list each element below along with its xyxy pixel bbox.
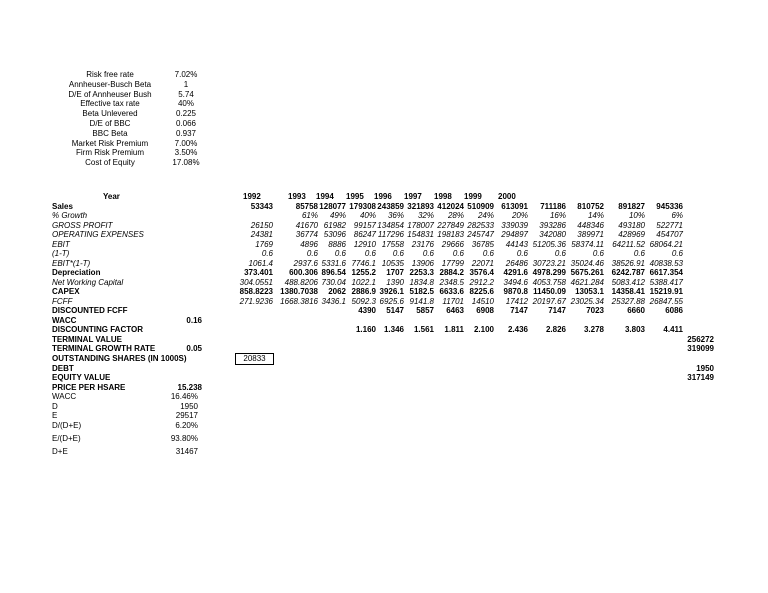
table-cell: 86247 xyxy=(353,230,376,239)
table-cell: 13053.1 xyxy=(575,287,604,296)
table-cell: 1390 xyxy=(386,277,404,287)
table-cell: 810752 xyxy=(577,201,604,211)
table-cell: 36774 xyxy=(295,230,318,239)
table-cell: 896.54 xyxy=(321,268,346,277)
table-cell: 198183 xyxy=(437,230,464,239)
assumption-value: 0.066 xyxy=(175,119,197,128)
assumption-value: 7.00% xyxy=(174,138,198,148)
table-cell: 711186 xyxy=(540,201,566,211)
table-cell: 393286 xyxy=(539,220,566,230)
summary-value: 29517 xyxy=(175,411,198,420)
table-cell: 68064.21 xyxy=(649,239,683,249)
table-cell: 22071 xyxy=(471,258,494,268)
table-cell: 61% xyxy=(301,211,318,220)
table-cell: 12910 xyxy=(353,239,376,249)
table-cell: 6086 xyxy=(665,306,683,315)
table-cell: 23176 xyxy=(411,239,434,249)
table-cell: 15219.91 xyxy=(649,287,683,296)
row-label: Sales xyxy=(52,201,73,211)
summary-label: E/(D+E) xyxy=(52,434,81,443)
row-label: EBIT xyxy=(52,239,70,249)
table-cell: 5147 xyxy=(386,306,404,315)
table-cell: 2253.3 xyxy=(409,268,434,277)
table-cell: 14510 xyxy=(471,296,494,306)
table-cell: 26486 xyxy=(505,258,528,268)
assumption-value: 7.02% xyxy=(174,70,198,79)
table-cell: 13906 xyxy=(411,258,434,268)
table-cell: 1769 xyxy=(255,239,273,249)
table-cell: 6617.354 xyxy=(649,268,683,277)
table-cell: 8225.6 xyxy=(469,287,494,296)
table-cell: 0.6 xyxy=(306,249,318,258)
far-right-value: 317149 xyxy=(687,373,714,382)
year-header: Year xyxy=(103,192,120,201)
summary-label: D+E xyxy=(52,447,68,456)
table-cell: 5388.417 xyxy=(649,277,683,287)
table-cell: 32% xyxy=(417,211,434,220)
table-cell: 613091 xyxy=(501,201,528,211)
table-cell: 6% xyxy=(671,211,683,220)
summary-value: 1950 xyxy=(180,401,198,411)
assumption-value: 0.225 xyxy=(175,109,197,119)
table-cell: 5182.5 xyxy=(409,287,434,296)
table-cell: 0.6 xyxy=(392,249,404,258)
table-cell: 7746.1 xyxy=(351,258,376,268)
table-cell: 4978.299 xyxy=(532,268,566,277)
table-cell: 2062 xyxy=(328,287,346,296)
row-label: OPERATING EXPENSES xyxy=(52,230,144,239)
table-cell: 2912.2 xyxy=(469,277,494,287)
table-cell: 1380.7038 xyxy=(280,287,318,296)
table-cell: 0.6 xyxy=(452,249,464,258)
table-cell: 891827 xyxy=(618,201,645,211)
summary-label: D/(D+E) xyxy=(52,421,82,430)
table-cell: 2.100 xyxy=(473,325,494,334)
table-cell: 44143 xyxy=(505,239,528,249)
table-cell: 339039 xyxy=(501,220,528,230)
table-cell: 0.6 xyxy=(633,249,645,258)
table-cell: 3926.1 xyxy=(379,287,404,296)
assumption-value: 17.08% xyxy=(172,158,200,168)
row-label: TERMINAL VALUE xyxy=(52,334,122,344)
table-cell: 271.9236 xyxy=(239,296,273,306)
table-cell: 3494.6 xyxy=(503,277,528,287)
assumption-value: 5.74 xyxy=(178,89,194,99)
table-cell: 448346 xyxy=(577,220,604,230)
table-cell: 25327.88 xyxy=(611,296,645,306)
table-cell: 24% xyxy=(477,211,494,220)
row-label: % Growth xyxy=(52,211,88,220)
summary-value: 16.46% xyxy=(170,392,198,401)
assumption-value: 0.937 xyxy=(175,128,197,138)
table-cell: 488.8206 xyxy=(284,277,318,287)
table-cell: 128077 xyxy=(319,201,346,211)
table-cell: 1.160 xyxy=(355,325,376,334)
table-cell: 53096 xyxy=(323,230,346,239)
table-cell: 6633.6 xyxy=(439,287,464,296)
assumption-label: D/E of Annheuser Bush xyxy=(68,89,152,99)
table-cell: 3436.1 xyxy=(321,296,346,306)
table-cell: 5675.261 xyxy=(570,268,604,277)
summary-label: WACC xyxy=(52,392,77,401)
table-cell: 20197.67 xyxy=(532,296,566,306)
table-cell: 7023 xyxy=(586,306,604,315)
table-cell: 6242.787 xyxy=(611,268,645,277)
assumption-label: Effective tax rate xyxy=(80,99,140,109)
year-column-header: 1996 xyxy=(374,192,392,201)
row-label: WACC xyxy=(52,315,77,325)
table-cell: 85758 xyxy=(295,201,318,211)
table-cell: 0.6 xyxy=(261,249,273,258)
table-cell: 1.561 xyxy=(413,325,434,334)
assumption-label: Risk free rate xyxy=(86,70,134,79)
table-cell: 945336 xyxy=(656,201,683,211)
row-label: TERMINAL GROWTH RATE xyxy=(52,344,156,353)
table-cell: 36% xyxy=(387,211,404,220)
table-cell: 40838.53 xyxy=(649,258,683,268)
row-label: Depreciation xyxy=(52,268,101,277)
outstanding-shares-box[interactable]: 20833 xyxy=(235,353,274,365)
table-cell: 35024.46 xyxy=(570,258,604,268)
table-cell: 14358.41 xyxy=(611,287,645,296)
table-cell: 321893 xyxy=(407,201,434,211)
year-column-header: 1999 xyxy=(464,192,482,201)
table-cell: 53343 xyxy=(250,201,273,211)
assumption-label: Market Risk Premium xyxy=(71,138,149,148)
table-cell: 6463 xyxy=(446,306,464,315)
assumption-value: 40% xyxy=(177,99,194,109)
table-cell: 304.0551 xyxy=(239,277,273,287)
table-cell: 9141.8 xyxy=(409,296,434,306)
table-cell: 28% xyxy=(447,211,464,220)
table-cell: 51205.36 xyxy=(532,239,566,249)
table-cell: 41670 xyxy=(295,220,318,230)
table-cell: 64211.52 xyxy=(612,239,645,249)
year-column-header: 1992 xyxy=(243,192,261,201)
year-column-header: 1997 xyxy=(404,192,422,201)
table-cell: 49% xyxy=(329,211,346,220)
table-cell: 412024 xyxy=(437,201,464,211)
table-cell: 1061.4 xyxy=(248,258,273,268)
table-cell: 4053.758 xyxy=(532,277,566,287)
table-cell: 454707 xyxy=(656,230,683,239)
table-cell: 0.6 xyxy=(671,249,683,258)
table-cell: 373.401 xyxy=(244,268,273,277)
table-cell: 0.6 xyxy=(422,249,434,258)
assumption-label: Annheuser-Busch Beta xyxy=(68,79,152,89)
table-cell: 0.6 xyxy=(334,249,346,258)
table-cell: 17799 xyxy=(441,258,464,268)
year-column-header: 1995 xyxy=(346,192,364,201)
table-cell: 24381 xyxy=(250,230,273,239)
summary-value: 31467 xyxy=(175,447,198,456)
table-cell: 4291.6 xyxy=(503,268,528,277)
table-cell: 428969 xyxy=(618,230,645,239)
table-cell: 38526.91 xyxy=(611,258,645,268)
table-cell: 5092.3 xyxy=(351,296,376,306)
table-cell: 179308 xyxy=(349,201,376,211)
table-cell: 117296 xyxy=(377,230,404,239)
table-cell: 294897 xyxy=(501,230,528,239)
table-cell: 2937.6 xyxy=(293,258,318,268)
table-cell: 2348.5 xyxy=(439,277,464,287)
table-cell: 730.04 xyxy=(321,277,346,287)
summary-label: E xyxy=(52,411,58,420)
table-cell: 243859 xyxy=(377,201,404,211)
row-label: PRICE PER HSARE xyxy=(52,382,126,392)
far-right-value: 256272 xyxy=(687,334,714,344)
table-cell: 17412 xyxy=(505,296,528,306)
table-cell: 342080 xyxy=(539,230,566,239)
table-cell: 154831 xyxy=(407,230,434,239)
table-cell: 0.6 xyxy=(554,249,566,258)
table-cell: 1668.3816 xyxy=(280,296,318,306)
row-label: DISCOUNTED FCFF xyxy=(52,306,128,315)
table-cell: 245747 xyxy=(467,230,494,239)
table-cell: 510909 xyxy=(467,201,494,211)
table-cell: 6660 xyxy=(627,306,645,315)
table-cell: 1255.2 xyxy=(351,268,376,277)
table-cell: 4.411 xyxy=(663,325,683,334)
table-cell: 282533 xyxy=(467,220,494,230)
table-cell: 4621.284 xyxy=(570,277,604,287)
table-cell: 3.803 xyxy=(624,325,645,334)
table-cell: 4390 xyxy=(358,306,376,315)
row-label: CAPEX xyxy=(52,287,80,296)
table-cell: 3.278 xyxy=(583,325,604,334)
assumption-label: D/E of BBC xyxy=(89,119,131,128)
table-cell: 29666 xyxy=(441,239,464,249)
table-cell: 11450.09 xyxy=(533,287,566,296)
row-label-value: 15.238 xyxy=(177,382,202,392)
table-cell: 23025.34 xyxy=(570,296,604,306)
table-cell: 1.811 xyxy=(444,325,464,334)
row-label: (1-T) xyxy=(52,249,70,258)
row-label: OUTSTANDING SHARES (IN 1000S) xyxy=(52,354,187,363)
table-cell: 14% xyxy=(587,211,604,220)
row-label-value: 0.16 xyxy=(186,315,202,325)
table-cell: 134854 xyxy=(377,220,404,230)
row-label: EBIT*(1-T) xyxy=(52,258,91,268)
table-cell: 1.346 xyxy=(383,325,404,334)
year-column-header: 1998 xyxy=(434,192,452,201)
table-cell: 1834.8 xyxy=(409,277,434,287)
table-cell: 7147 xyxy=(510,306,528,315)
assumption-label: Firm Risk Premium xyxy=(76,148,144,158)
table-cell: 5857 xyxy=(416,306,434,315)
summary-value: 6.20% xyxy=(175,421,198,430)
table-cell: 10535 xyxy=(381,258,404,268)
far-right-value: 1950 xyxy=(696,363,714,373)
table-cell: 99157 xyxy=(353,220,376,230)
table-cell: 600.306 xyxy=(289,268,318,277)
table-cell: 6925.6 xyxy=(379,296,404,306)
year-column-header: 2000 xyxy=(498,192,516,201)
assumption-label: Cost of Equity xyxy=(85,158,135,168)
table-cell: 17558 xyxy=(381,239,404,249)
table-cell: 6908 xyxy=(476,306,494,315)
table-cell: 0.6 xyxy=(592,249,604,258)
assumption-value: 1 xyxy=(183,79,189,89)
row-label-value: 0.05 xyxy=(186,344,202,353)
table-cell: 61982 xyxy=(323,220,346,230)
table-cell: 2884.2 xyxy=(439,268,464,277)
table-cell: 2.436 xyxy=(507,325,528,334)
table-cell: 40% xyxy=(359,211,376,220)
table-cell: 36785 xyxy=(471,239,494,249)
table-cell: 7147 xyxy=(548,306,566,315)
table-cell: 9870.8 xyxy=(503,287,528,296)
table-cell: 0.6 xyxy=(482,249,494,258)
table-cell: 4896 xyxy=(300,239,318,249)
table-cell: 178007 xyxy=(407,220,434,230)
table-cell: 0.6 xyxy=(364,249,376,258)
year-column-header: 1993 xyxy=(288,192,306,201)
table-cell: 1707 xyxy=(386,268,404,277)
table-cell: 5083.412 xyxy=(611,277,645,287)
table-cell: 20% xyxy=(511,211,528,220)
table-cell: 493180 xyxy=(618,220,645,230)
row-label: Net Working Capital xyxy=(52,277,124,287)
table-cell: 1022.1 xyxy=(351,277,376,287)
assumption-label: BBC Beta xyxy=(92,128,128,138)
table-cell: 0.6 xyxy=(516,249,528,258)
row-label: DISCOUNTING FACTOR xyxy=(52,325,143,334)
table-cell: 858.8223 xyxy=(239,287,273,296)
table-cell: 8886 xyxy=(328,239,346,249)
table-cell: 58374.11 xyxy=(571,239,604,249)
table-cell: 389971 xyxy=(577,230,604,239)
table-cell: 16% xyxy=(549,211,566,220)
assumption-value: 3.50% xyxy=(174,148,198,158)
assumption-label: Beta Unlevered xyxy=(82,109,138,119)
row-label: FCFF xyxy=(52,296,73,306)
table-cell: 227849 xyxy=(437,220,464,230)
summary-value: 93.80% xyxy=(170,434,198,443)
table-cell: 522771 xyxy=(656,220,683,230)
row-label: EQUITY VALUE xyxy=(52,373,111,382)
table-cell: 26847.55 xyxy=(649,296,683,306)
table-cell: 2886.9 xyxy=(351,287,376,296)
table-cell: 11701 xyxy=(442,296,464,306)
year-column-header: 1994 xyxy=(316,192,334,201)
table-cell: 2.826 xyxy=(545,325,566,334)
row-label: DEBT xyxy=(52,363,74,373)
table-cell: 30723.21 xyxy=(532,258,566,268)
table-cell: 3576.4 xyxy=(469,268,494,277)
table-cell: 26150 xyxy=(250,220,273,230)
summary-label: D xyxy=(52,401,58,411)
far-right-value: 319099 xyxy=(687,344,714,353)
row-label: GROSS PROFIT xyxy=(52,220,113,230)
table-cell: 5331.6 xyxy=(321,258,346,268)
table-cell: 10% xyxy=(628,211,645,220)
